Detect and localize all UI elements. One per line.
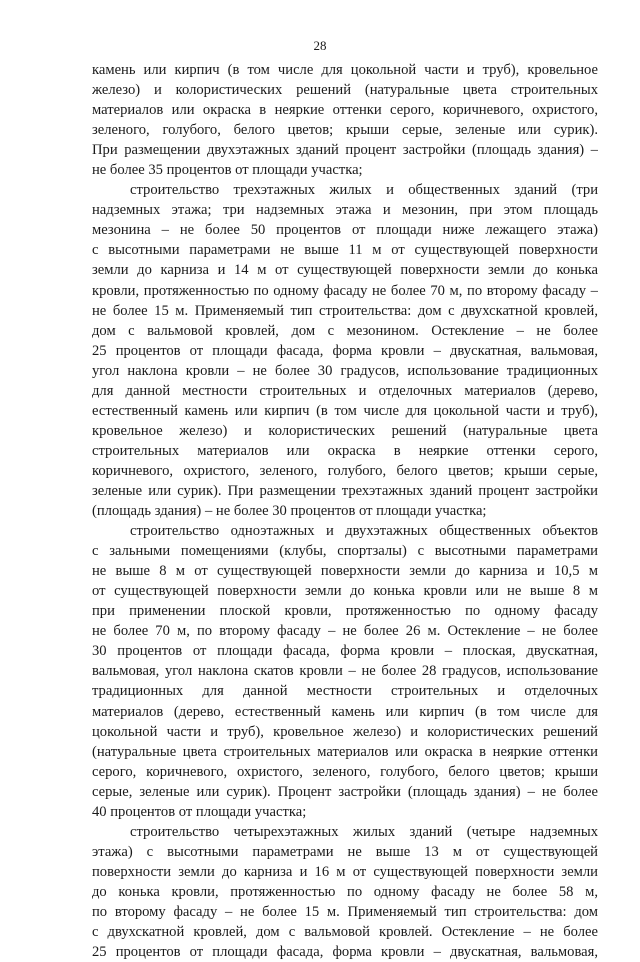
- text-line: зеленого, голубого, белого цветов; крыши серые, зеленые или сурик).: [92, 122, 598, 139]
- paragraph: [92, 60, 598, 180]
- text-line: строительных материалов или окраска в неяркие оттенки серого,: [92, 442, 598, 459]
- text-line: строительство трехэтажных жилых и общественных зданий (три: [130, 182, 598, 199]
- text-line: (площадь здания) – не более 30 процентов от площади участка;: [92, 503, 487, 520]
- page-number: 28: [313, 38, 327, 53]
- text-line: с зальными помещениями (клубы, спортзалы) с высотными параметрами: [92, 543, 598, 560]
- text-line: (натуральные цвета строительных материалов или окраска в неяркие оттенки: [92, 743, 598, 760]
- text-line: земли до карниза и 14 м от существующей поверхности земли до конька: [92, 262, 598, 279]
- text-line: с высотными параметрами не выше 11 м от существующей поверхности: [92, 242, 598, 259]
- text-line: зеленые или сурик). При размещении трехэтажных зданий процент застройки: [92, 482, 598, 499]
- text-line: камень или кирпич (в том числе для цокольной части и труб), кровельное: [92, 62, 598, 78]
- paragraph: [92, 180, 598, 521]
- text-line: от существующей поверхности земли до конька кровли или не выше 8 м: [92, 583, 598, 600]
- text-line: цокольной части и труб), кровельное железо) и колористических решений: [92, 723, 598, 740]
- text-line: серые, зеленые или сурик). Процент застройки (площадь здания) – не более: [92, 783, 598, 800]
- text-line: железо) и колористических решений (натуральные цвета строительных: [92, 82, 598, 99]
- text-line: дом с вальмовой кровлей, дом с мезонином. Остекление – не более: [92, 322, 598, 339]
- text-line: 40 процентов от площади участка;: [92, 803, 307, 820]
- text-line: поверхности земли до карниза и 16 м от существующей поверхности земли: [92, 863, 598, 880]
- text-line: не более 15 м. Применяемый тип строительства: дом с двухскатной кровлей,: [92, 302, 598, 319]
- text-line: при применении плоской кровли, протяженностью по одному фасаду: [92, 603, 598, 620]
- text-line: традиционных для данной местности строительных и отделочных: [92, 683, 598, 700]
- text-line: 25 процентов от площади фасада, форма кровли – двускатная, вальмовая,: [92, 342, 598, 359]
- text-line: по второму фасаду – не более 15 м. Применяемый тип строительства: дом: [92, 903, 598, 920]
- text-line: При размещении двухэтажных зданий процент застройки (площадь здания) –: [92, 142, 598, 159]
- text-line: для данной местности строительных и отделочных материалов (дерево,: [92, 382, 598, 399]
- text-line: кровли, протяженностью по одному фасаду не более 70 м, по второму фасаду –: [92, 282, 598, 299]
- body-text: [92, 60, 598, 962]
- text-line: материалов (дерево, естественный камень или кирпич (в том числе для: [92, 703, 598, 720]
- text-line: угол наклона кровли – не более 30 градусов, использование традиционных: [92, 362, 598, 379]
- text-line: кровельное железо) и колористических решений (натуральные цвета: [92, 422, 598, 439]
- text-line: надземных этажа; три надземных этажа и мезонин, при этом площадь: [92, 202, 598, 219]
- text-line: 30 процентов от площади фасада, форма кровли – плоская, двускатная,: [92, 643, 598, 660]
- text-line: 25 процентов от площади фасада, форма кровли – двускатная, вальмовая,: [92, 944, 598, 961]
- text-line: естественный камень или кирпич (в том числе для цокольной части и труб),: [92, 402, 598, 419]
- text-line: строительство одноэтажных и двухэтажных общественных объектов: [130, 523, 598, 540]
- text-line: строительство четырехэтажных жилых зданий (четыре надземных: [130, 823, 598, 840]
- text-line: не выше 8 м от существующей поверхности земли до карниза и 10,5 м: [92, 563, 598, 580]
- text-line: мезонина – не более 50 процентов от площади ниже лежащего этажа): [92, 222, 598, 239]
- text-line: материалов или окраска в неяркие оттенки серого, коричневого, охристого,: [92, 102, 598, 119]
- paragraph: [92, 822, 598, 962]
- text-line: серого, коричневого, охристого, зеленого, голубого, белого цветов; крыши: [92, 763, 598, 780]
- text-line: до конька кровли, протяженностью по одному фасаду не более 58 м,: [92, 883, 598, 900]
- text-line: вальмовая, угол наклона скатов кровли – не более 28 градусов, использование: [92, 663, 598, 680]
- text-line: не более 70 м, по второму фасаду – не более 26 м. Остекление – не более: [92, 623, 598, 640]
- text-line: с двухскатной кровлей, дом с вальмовой кровлей. Остекление – не более: [92, 924, 598, 941]
- paragraph: [92, 521, 598, 822]
- text-line: коричневого, охристого, зеленого, голубого, белого цветов; крыши серые,: [92, 462, 598, 479]
- text-line: не более 35 процентов от площади участка;: [92, 162, 363, 179]
- text-line: этажа) с высотными параметрами не выше 13 м от существующей: [92, 843, 598, 860]
